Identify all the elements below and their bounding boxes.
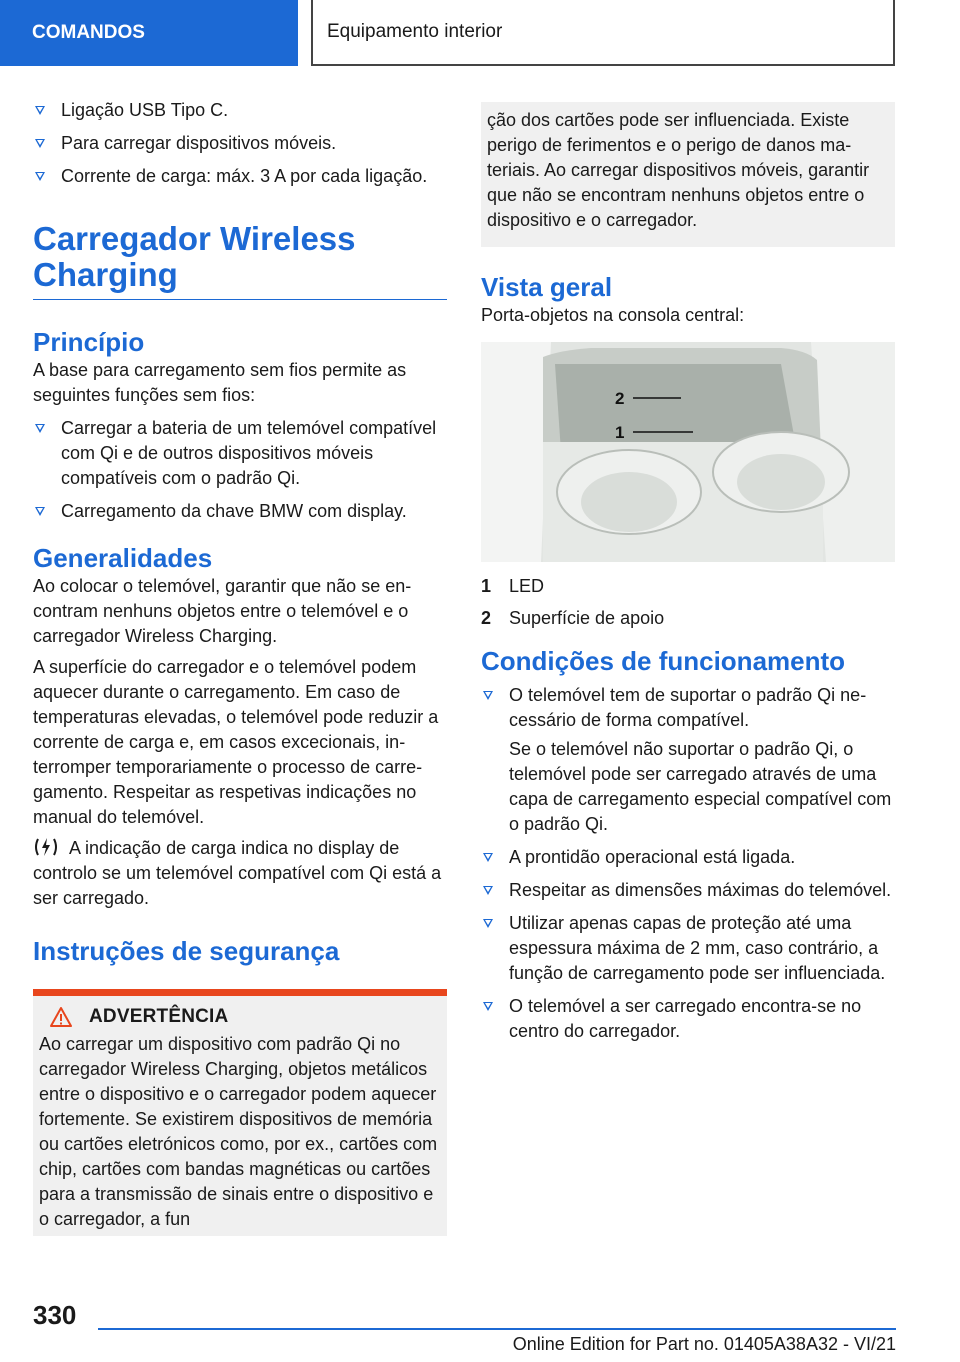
principle-heading: Princípio	[33, 327, 145, 357]
warning-text-continued: ção dos cartões pode ser influenciada. Existe perigo de ferimentos e o perigo de danos materiais. Ao carregar dispositivos móveis, garantir que não se encontram nenhuns objetos entre o dispositivo e o carregador.	[487, 110, 870, 230]
page-number: 330	[33, 1300, 77, 1330]
list-item: O telemóvel a ser carregado encontra-se no centro do carregador.	[481, 994, 895, 1044]
safety-heading: Instruções de segurança	[33, 936, 340, 966]
topic-header	[311, 0, 895, 66]
warning-title: ADVERTÊNCIA	[89, 1006, 229, 1027]
charge-indicator-paragraph: A indicação de carga indica no display de controlo se um telemóvel compatível com Qi está a ser carregado.	[33, 838, 442, 908]
wireless-charging-icon	[33, 836, 59, 858]
general-paragraph: Ao colocar o telemóvel, garantir que não se encontram nenhuns objetos entre o telemóvel e o carregador Wireless Charging.	[33, 576, 412, 646]
legend	[481, 574, 895, 631]
left-column	[33, 98, 447, 1236]
center-console-photo	[481, 342, 895, 562]
warning-header	[39, 1006, 439, 1028]
general-heading: Generalidades	[33, 543, 213, 573]
general-paragraph: A superfície do carregador e o telemóvel podem aquecer durante o carregamento. Em caso de temperaturas elevadas, o telemóvel pode reduzir a corrente de carga e, em casos excecionais, interromper temporariamente o processo de carregamento. Respeitar as respetivas indicações no manual do telemóvel.	[33, 657, 439, 827]
bullet-triangle-icon	[483, 919, 493, 928]
principle-text: A base para carregamento sem fios permite as seguintes funções sem fios:	[33, 360, 407, 405]
list-item: Carregamento da chave BMW com display.	[33, 499, 447, 524]
bullet-triangle-icon	[483, 886, 493, 895]
list-item: Para carregar dispositivos móveis.	[33, 131, 447, 156]
list-item: Carregar a bateria de um telemóvel compatível com Qi e de outros dispositivos móveis compatíveis com o padrão Qi.	[33, 416, 447, 491]
overview-heading: Vista geral	[481, 272, 613, 302]
photo-label: 1	[615, 423, 625, 442]
list-item: Respeitar as dimensões máximas do telemóvel.	[481, 878, 895, 903]
legend-row: 2 Superfície de apoio	[481, 608, 665, 628]
warning-triangle-icon	[49, 1006, 73, 1028]
section-tab	[0, 0, 298, 66]
photo-label: 2	[615, 389, 625, 408]
list-item: Corrente de carga: máx. 3 A por cada ligação.	[33, 164, 447, 189]
section-title: COMANDOS	[32, 22, 145, 43]
list-item: O telemóvel tem de suportar o padrão Qi necessário de forma compatível. Se o telemóvel não suportar o padrão Qi, o telemóvel pode ser carregado através de uma capa de carregamento especial compatível com o padrão Qi.	[481, 683, 895, 837]
bullet-triangle-icon	[483, 691, 493, 700]
list-item: A prontidão operacional está ligada.	[481, 845, 895, 870]
right-column	[481, 98, 895, 1052]
warning-box	[33, 989, 447, 1236]
footer-divider	[98, 1328, 896, 1330]
bullet-triangle-icon	[35, 507, 45, 516]
topic-title: Equipamento interior	[327, 21, 503, 42]
intro-bullet-list	[33, 98, 447, 189]
list-item: Ligação USB Tipo C.	[33, 98, 447, 123]
bullet-triangle-icon	[483, 1002, 493, 1011]
bullet-triangle-icon	[35, 424, 45, 433]
bullet-triangle-icon	[35, 139, 45, 148]
conditions-heading: Condições de funcionamento	[481, 646, 846, 676]
conditions-bullet-list	[481, 683, 895, 1044]
edition-text: Online Edition for Part no. 01405A38A32 - VI/21	[512, 1334, 896, 1354]
list-item-note: Se o telemóvel não suportar o padrão Qi, o telemóvel pode ser carregado através de uma capa de carregamento especial compatível com o padrão Qi.	[509, 739, 892, 834]
warning-box-continued	[481, 102, 895, 247]
list-item: Utilizar apenas capas de proteção até uma espessura máxima de 2 mm, caso contrário, a função de carregamento pode ser influenciada.	[481, 911, 895, 986]
warning-text: Ao carregar um dispositivo com padrão Qi no carregador Wireless Charging, objetos metálicos entre o dispositivo e o carregador podem aquecer fortemente. Se existirem dispositivos de memória ou cartões eletrónicos como, por ex., cartões com chip, cartões com bandas magnéticas ou cartões para a transmissão de sinais entre o dispositivo e o carregador, a fun	[39, 1034, 438, 1229]
bullet-triangle-icon	[483, 853, 493, 862]
center-console-illustration	[481, 342, 895, 562]
principle-bullet-list	[33, 416, 447, 524]
overview-text: Porta-objetos na consola central:	[481, 305, 745, 325]
bullet-triangle-icon	[35, 172, 45, 181]
chapter-title: Carregador Wireless Charging	[33, 221, 447, 300]
legend-row: 1 LED	[481, 576, 545, 596]
bullet-triangle-icon	[35, 106, 45, 115]
